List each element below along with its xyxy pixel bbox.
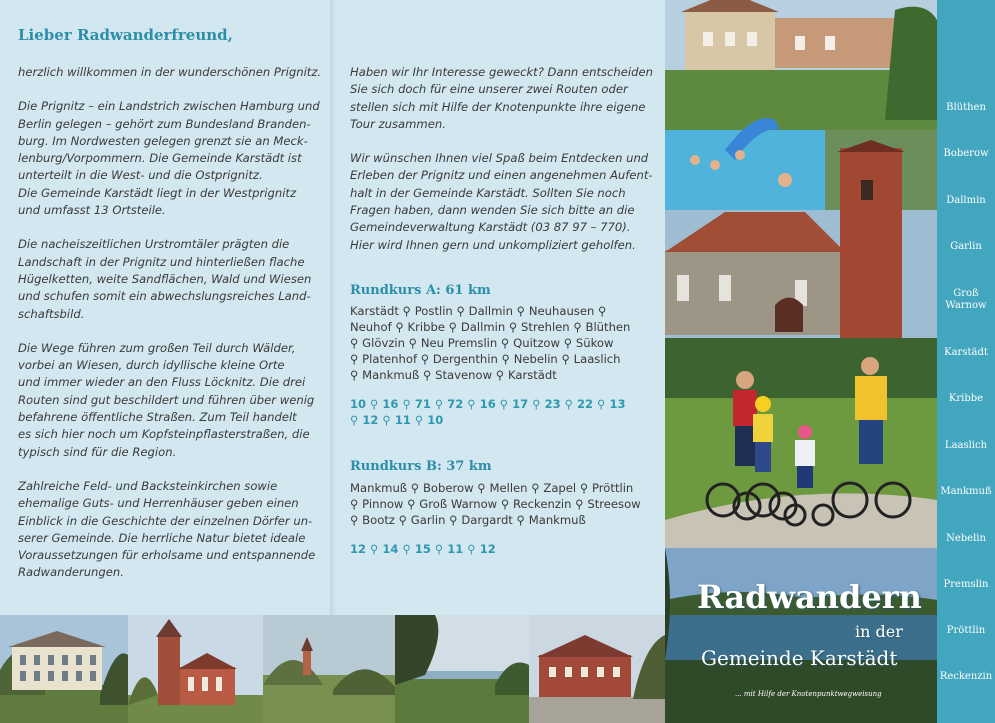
cover-title-in-der: in der xyxy=(855,622,903,641)
village-garlin: Garlin xyxy=(950,241,982,252)
route-a-title: Rundkurs A: 61 km xyxy=(350,283,491,298)
route-a-nodes: 10 ⚲ 16 ⚲ 71 ⚲ 72 ⚲ 16 ⚲ 17 ⚲ 23 ⚲ 22 ⚲ 13 ⚲ 12 ⚲ 11 ⚲ 10 xyxy=(350,397,626,427)
invite-text xyxy=(350,64,660,271)
intro-paragraph-2: Die Prignitz – ein Landstrich zwischen Hamburg und Berlin gelegen – gehört zum Bundesland Branden- burg. Im Nordwesten gelegen grenzt sie an Meck- lenburg/Vorpommern. Die Gemeinde Karstädt ist unterteilt in die West- und die Ostprignitz. Die Gemeinde Karstädt liegt in der Westprignitz und umfasst 13 Ortsteile. xyxy=(18,99,320,218)
greeting-heading: Lieber Radwanderfreund, xyxy=(18,26,233,44)
cover-title-gemeinde: Gemeinde Karstädt xyxy=(701,646,898,670)
brick-farmhouse-photo xyxy=(529,615,665,723)
village-nebelin: Nebelin xyxy=(946,533,986,544)
village-bluethen: Blüthen xyxy=(946,102,986,113)
village-laaslich: Laaslich xyxy=(944,440,988,451)
village-mankmuss: Mankmuß xyxy=(940,486,992,497)
village-premslin: Premslin xyxy=(943,579,989,590)
cover-panel xyxy=(665,0,937,723)
village-gross-warnow: Groß Warnow xyxy=(945,288,987,311)
village-boberow: Boberow xyxy=(943,148,989,159)
intro-text xyxy=(18,64,323,599)
village-karstaedt: Karstädt xyxy=(944,347,988,358)
village-sidebar xyxy=(937,0,995,723)
intro-paragraph-5: Zahlreiche Feld- und Backsteinkirchen sowie ehemalige Guts- und Herrenhäuser geben einen Einblick in die Geschichte der einzelnen Dörfer un- serer Gemeinde. Die herrliche Natur bietet ideale Voraussetzungen für erholsame und entspannende Radwanderungen. xyxy=(18,478,316,580)
cover-title: Radwandern xyxy=(697,578,922,616)
river-landscape-photo xyxy=(395,615,529,723)
village-dallmin: Dallmin xyxy=(946,195,986,206)
route-a-stops: Karstädt ⚲ Postlin ⚲ Dallmin ⚲ Neuhausen ⚲ Neuhof ⚲ Kribbe ⚲ Dallmin ⚲ Strehlen ⚲ Blüthen ⚲ Glövzin ⚲ Neu Premslin ⚲ Quitzow ⚲ Sükow ⚲ Platenhof ⚲ Dergenthin ⚲ Nebelin ⚲ Laaslich ⚲ Mankmuß ⚲ Stavenow ⚲ Karstädt xyxy=(350,304,631,382)
route-b-title: Rundkurs B: 37 km xyxy=(350,459,492,474)
route-b-nodes: 12 ⚲ 14 ⚲ 15 ⚲ 11 ⚲ 12 xyxy=(350,542,496,556)
route-b-stops: Mankmuß ⚲ Boberow ⚲ Mellen ⚲ Zapel ⚲ Pröttlin ⚲ Pinnow ⚲ Groß Warnow ⚲ Reckenzin ⚲ Streesow ⚲ Bootz ⚲ Garlin ⚲ Dargardt ⚲ Mankmuß xyxy=(350,481,641,527)
village-reckenzin: Reckenzin xyxy=(939,671,993,682)
photo-strip xyxy=(0,615,665,723)
village-kribbe: Kribbe xyxy=(948,393,984,404)
village-tower-photo xyxy=(263,615,395,723)
invite-paragraph-2: Wir wünschen Ihnen viel Spaß beim Entdecken und Erleben der Prignitz und einen angenehmen Aufent- halt in der Gemeinde Karstädt. Sollten Sie noch Fragen haben, dann wenden Sie sich bitte an die Gemeindeverwaltung Karstädt (03 87 97 – 770). Hier wird Ihnen gern und unkompliziert geholfen. xyxy=(350,151,653,252)
intro-paragraph-1: herzlich willkommen in der wunderschönen Prignitz. xyxy=(18,65,322,79)
middle-panel xyxy=(330,0,666,615)
invite-paragraph-1: Haben wir Ihr Interesse geweckt? Dann entscheiden Sie sich doch für eine unserer zwei Routen oder stellen sich mit Hilfe der Knotenpunkte ihre eigene Tour zusammen. xyxy=(350,65,653,131)
fold-line xyxy=(331,0,337,615)
brick-church-photo xyxy=(128,615,263,723)
left-panel xyxy=(0,0,330,615)
village-proettlin: Pröttlin xyxy=(946,625,986,636)
intro-paragraph-4: Die Wege führen zum großen Teil durch Wälder, vorbei an Wiesen, durch idyllische kleine Orte und immer wieder an den Fluss Löcknitz. Die drei Routen sind gut beschildert und führen über wenig befahrene öffentliche Straßen. Zum Teil handelt es sich hier noch um Kopfsteinpflasterstraßen, die typisch sind für die Region. xyxy=(18,340,315,459)
manor-house-photo xyxy=(0,615,128,723)
cover-subtitle: ... mit Hilfe der Knotenpunktwegweisung xyxy=(735,690,882,698)
intro-paragraph-3: Die nacheiszeitlichen Urstromtäler prägten die Landschaft in der Prignitz und hinterließen flache Hügelketten, weite Sandflächen, Wald und Wiesen und schufen somit ein abwechslungsreiches Land- schaftsbild. xyxy=(18,237,312,321)
